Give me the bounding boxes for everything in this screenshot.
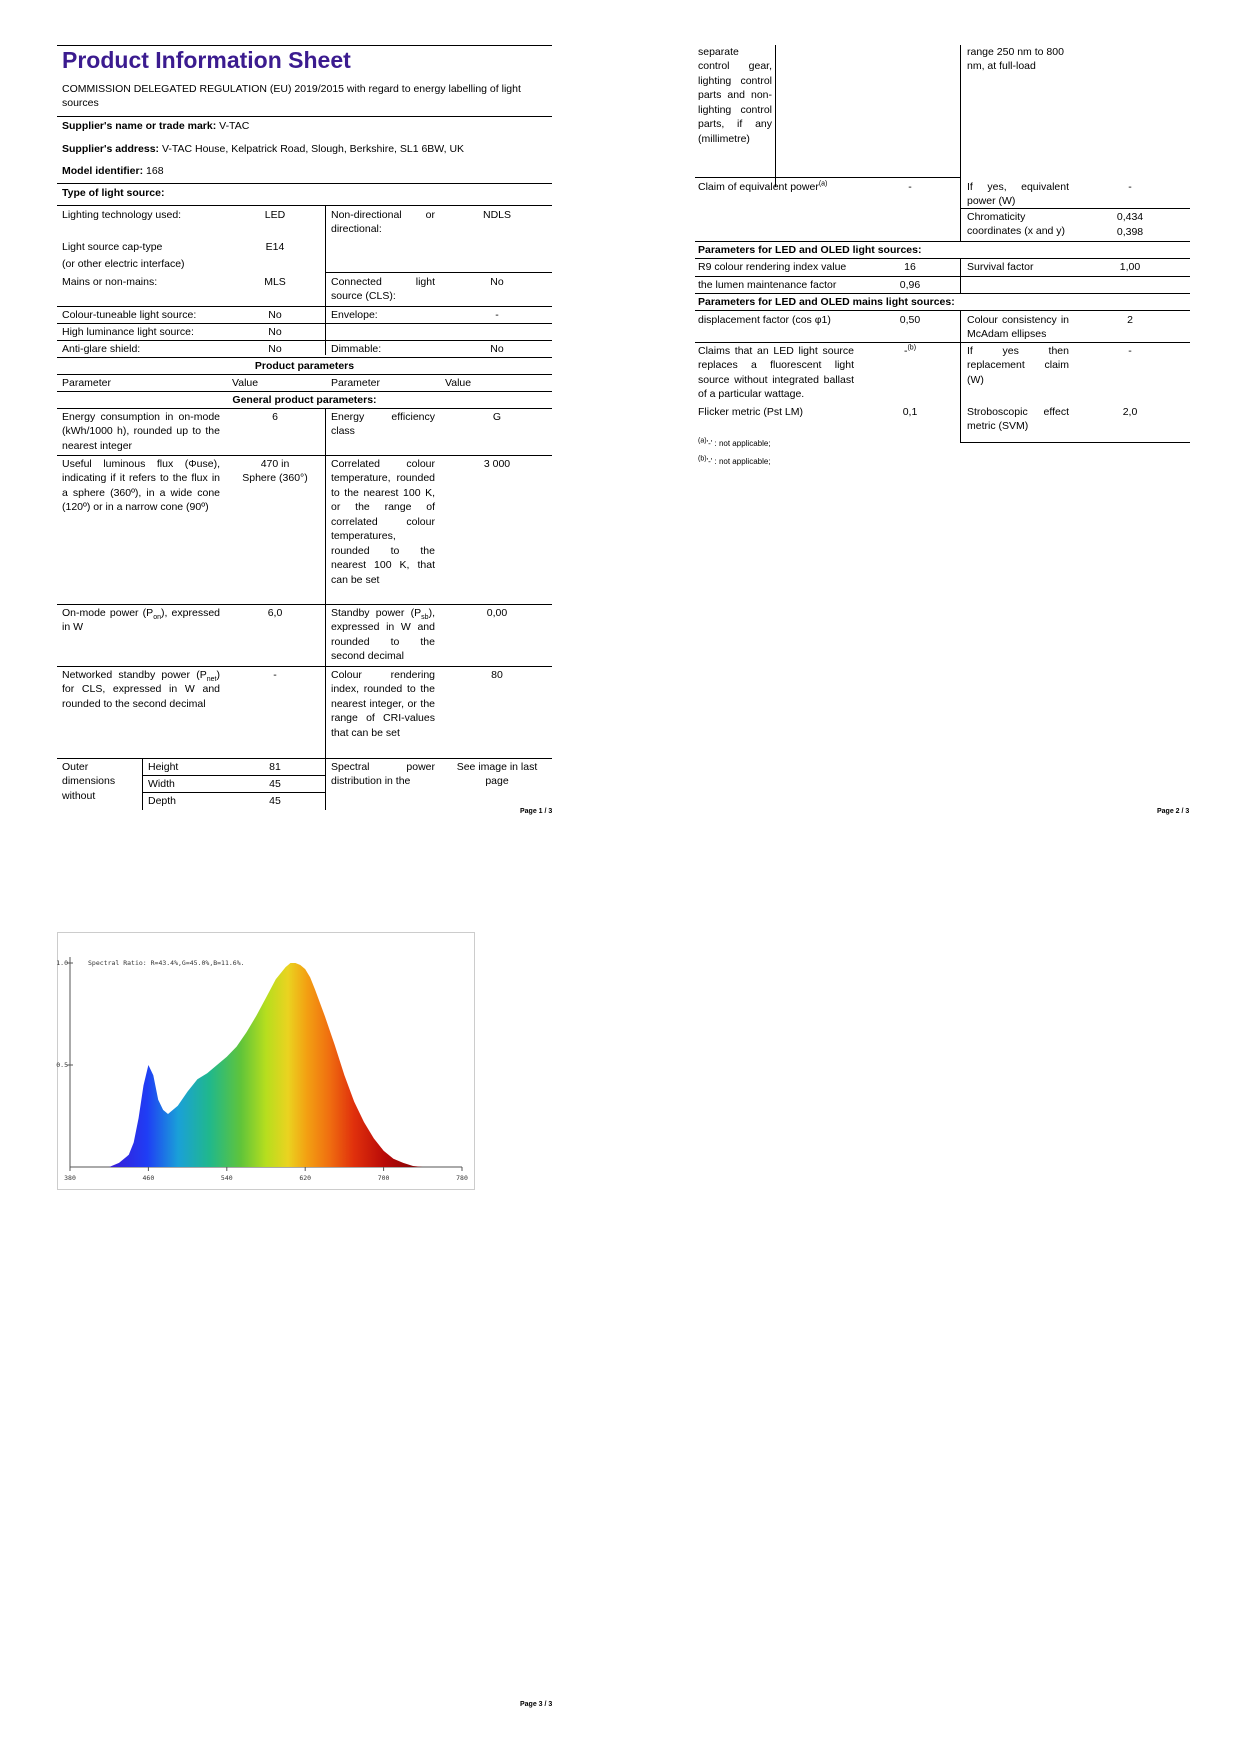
claims-label: Claims that an LED light source replaces a fluorescent light source without integrated ballast of a particular wattage. bbox=[698, 345, 854, 401]
x-tick-label: 380 bbox=[64, 1174, 76, 1182]
general-params-heading: General product parameters: bbox=[232, 394, 377, 406]
equiv-power-value: - bbox=[908, 181, 912, 193]
cct-label: Correlated colour temperature, rounded to the nearest 100 K, or the range of correlated colour temperatures, rounded to the nearest 100 K, that can be set bbox=[331, 458, 435, 586]
rule bbox=[57, 205, 552, 206]
col-divider bbox=[775, 45, 776, 187]
cri-label: Colour rendering index, rounded to the nearest integer, or the range of CRI-values that can be set bbox=[331, 669, 435, 739]
flicker-value: 0,1 bbox=[902, 406, 918, 418]
rule bbox=[142, 792, 325, 793]
width-label: Width bbox=[148, 778, 175, 790]
supplier-address: Supplier's address: V-TAC House, Kelpatrick Road, Slough, Berkshire, SL1 6BW, UK bbox=[62, 143, 465, 155]
rule bbox=[57, 604, 552, 605]
rule bbox=[57, 374, 552, 375]
chart-title: Spectral Ratio: R=43.4%,G=45.0%,B=11.6%. bbox=[88, 959, 245, 967]
rule bbox=[57, 340, 552, 341]
ifyes-value: - bbox=[1128, 181, 1132, 193]
envelope-label: Envelope: bbox=[331, 309, 378, 321]
lumen-maintenance-label: the lumen maintenance factor bbox=[698, 279, 837, 291]
cls-value: No bbox=[490, 276, 504, 288]
rule bbox=[57, 357, 552, 358]
col-divider bbox=[325, 205, 326, 355]
dimmable-label: Dimmable: bbox=[331, 343, 382, 355]
rule bbox=[57, 306, 552, 307]
col-divider bbox=[960, 310, 961, 442]
cap-label: Light source cap-type bbox=[62, 241, 163, 253]
stroboscopic-label: Stroboscopic effect metric (SVM) bbox=[967, 406, 1069, 433]
col-parameter-2: Parameter bbox=[331, 377, 381, 389]
glare-value: No bbox=[268, 343, 282, 355]
footnote-b: $^{(b)}$'-' : not applicable; bbox=[698, 455, 771, 466]
survival-value: 1,00 bbox=[1119, 261, 1141, 273]
regulation-text: COMMISSION DELEGATED REGULATION (EU) 2019/2015 with regard to energy labelling of light sources bbox=[62, 83, 521, 110]
gear-label: separate control gear, lighting control parts and non-lighting control parts, if any (millimetre) bbox=[698, 46, 772, 145]
col-divider bbox=[325, 408, 326, 810]
directional-label: Non-directional or directional: bbox=[331, 209, 435, 236]
ifyes-label: If yes, equivalent power (W) bbox=[967, 181, 1069, 208]
rule bbox=[695, 342, 1190, 343]
mains-label: Mains or non-mains: bbox=[62, 276, 158, 288]
rule bbox=[57, 408, 552, 409]
page-number: Page 2 / 3 bbox=[1157, 808, 1190, 815]
col-divider bbox=[142, 758, 143, 810]
col-divider bbox=[960, 45, 961, 241]
spectral-chart bbox=[57, 932, 475, 1190]
depth-value: 45 bbox=[269, 795, 281, 807]
rule bbox=[695, 258, 1190, 259]
energy-consumption-label: Energy consumption in on-mode (kWh/1000 h), rounded up to the nearest integer bbox=[62, 411, 220, 452]
claims-value: -$^{(b)}$ bbox=[903, 344, 917, 357]
mains-value: MLS bbox=[264, 276, 286, 288]
col-value: Value bbox=[232, 377, 259, 389]
page-title: Product Information Sheet bbox=[62, 47, 351, 73]
energy-consumption-value: 6 bbox=[272, 411, 278, 423]
rule bbox=[695, 276, 1190, 277]
col-value-2: Value bbox=[445, 377, 472, 389]
col-parameter: Parameter bbox=[62, 377, 112, 389]
spd-label: Spectral power distribution in the bbox=[331, 761, 435, 788]
x-tick-label: 460 bbox=[142, 1174, 155, 1182]
rule bbox=[695, 310, 1190, 311]
model-identifier: Model identifier: 168 bbox=[62, 165, 164, 177]
rule bbox=[57, 45, 552, 46]
replacement-label: If yes then replacement claim (W) bbox=[967, 345, 1069, 386]
luminous-flux-value-1: 470 in bbox=[260, 458, 290, 470]
rule bbox=[57, 323, 552, 324]
energy-class-value: G bbox=[492, 411, 502, 423]
rule bbox=[57, 391, 552, 392]
tune-label: Colour-tuneable light source: bbox=[62, 309, 197, 321]
dimmable-value: No bbox=[490, 343, 504, 355]
cap-value: E14 bbox=[265, 241, 285, 253]
luminous-flux-value-2: Sphere (360°) bbox=[242, 472, 308, 484]
product-params-heading: Product parameters bbox=[254, 360, 355, 372]
mains-params-heading: Parameters for LED and OLED mains light sources: bbox=[698, 296, 955, 308]
rule bbox=[57, 183, 552, 184]
onmode-power-value: 6,0 bbox=[267, 607, 283, 619]
cct-value: 3 000 bbox=[483, 458, 511, 470]
chromaticity-x: 0,434 bbox=[1116, 211, 1144, 223]
flicker-label: Flicker metric (Pst LM) bbox=[698, 406, 803, 418]
rule bbox=[57, 116, 552, 117]
page-number: Page 1 / 3 bbox=[520, 808, 553, 815]
cls-label: Connected light source (CLS): bbox=[331, 276, 435, 303]
y-tick-label: 0.5 bbox=[56, 1061, 68, 1069]
rule bbox=[695, 293, 1190, 294]
rule bbox=[57, 758, 552, 759]
chromaticity-label: Chromaticity coordinates (x and y) bbox=[967, 211, 1066, 238]
lumen-maintenance-value: 0,96 bbox=[899, 279, 921, 291]
directional-value: NDLS bbox=[482, 209, 511, 221]
consistency-value: 2 bbox=[1127, 314, 1133, 326]
cri-value: 80 bbox=[491, 669, 503, 681]
consistency-label: Colour consistency in McAdam ellipses bbox=[967, 314, 1069, 341]
y-tick-label: 1.0 bbox=[56, 959, 68, 967]
rule bbox=[57, 455, 552, 456]
x-tick-label: 780 bbox=[456, 1174, 468, 1182]
tech-value: LED bbox=[264, 209, 286, 221]
rule bbox=[325, 272, 552, 273]
onmode-power-label: On-mode power $(P_{on})$, expressed in W bbox=[62, 607, 220, 634]
rule bbox=[695, 241, 1190, 242]
type-heading: Type of light source: bbox=[62, 187, 165, 199]
rule bbox=[142, 775, 325, 776]
spectral-area bbox=[109, 963, 423, 1167]
tune-value: No bbox=[268, 309, 282, 321]
chromaticity-y: 0,398 bbox=[1116, 226, 1144, 238]
r9-label: R9 colour rendering index value bbox=[698, 261, 847, 273]
tech-label: Lighting technology used: bbox=[62, 209, 182, 221]
range-label: range 250 nm to 800 nm, at full-load bbox=[967, 46, 1064, 73]
footnote-a: $^{(a)}$'-' : not applicable; bbox=[698, 437, 771, 448]
page-number: Page 3 / 3 bbox=[520, 1701, 553, 1708]
x-tick-label: 540 bbox=[220, 1174, 233, 1182]
rule bbox=[695, 177, 960, 178]
spectral-chart-svg bbox=[58, 933, 474, 1189]
highlum-value: No bbox=[268, 326, 282, 338]
height-value: 81 bbox=[269, 761, 281, 773]
outer-dimensions-label: Outer dimensions without bbox=[62, 761, 116, 802]
networked-standby-value: - bbox=[273, 669, 277, 681]
spd-value: See image in last page bbox=[456, 761, 538, 788]
standby-power-value: 0,00 bbox=[486, 607, 508, 619]
rule bbox=[960, 442, 1190, 443]
rule bbox=[57, 666, 552, 667]
width-value: 45 bbox=[269, 778, 281, 790]
height-label: Height bbox=[148, 761, 179, 773]
r9-value: 16 bbox=[904, 261, 916, 273]
rule bbox=[960, 208, 1190, 209]
displacement-value: 0,50 bbox=[899, 314, 921, 326]
highlum-label: High luminance light source: bbox=[62, 326, 194, 338]
depth-label: Depth bbox=[148, 795, 177, 807]
led-params-heading: Parameters for LED and OLED light sources: bbox=[698, 244, 922, 256]
replacement-value: - bbox=[1128, 345, 1132, 357]
x-tick-label: 620 bbox=[299, 1174, 312, 1182]
x-tick-label: 700 bbox=[377, 1174, 390, 1182]
networked-standby-label: Networked standby power $(P_{net})$ for CLS, expressed in W and rounded to the second decimal bbox=[62, 669, 220, 710]
envelope-value: - bbox=[495, 309, 499, 321]
displacement-label: displacement factor (cos φ1) bbox=[698, 314, 831, 326]
standby-power-label: Standby power $(P_{sb})$, expressed in W and rounded to the second decimal bbox=[331, 607, 435, 663]
supplier-name: Supplier's name or trade mark: V-TAC bbox=[62, 120, 250, 132]
energy-class-label: Energy efficiency class bbox=[331, 411, 435, 438]
survival-label: Survival factor bbox=[967, 261, 1034, 273]
luminous-flux-label: Useful luminous flux (Φuse), indicating if it refers to the flux in a sphere (360º), in a wide cone (120º) or in a narrow cone (90º) bbox=[62, 458, 220, 514]
stroboscopic-value: 2,0 bbox=[1122, 406, 1138, 418]
glare-label: Anti-glare shield: bbox=[62, 343, 141, 355]
cap-label-2: (or other electric interface) bbox=[62, 258, 185, 270]
equiv-power-label: Claim of equivalent power$^{(a)}$ bbox=[698, 180, 828, 193]
